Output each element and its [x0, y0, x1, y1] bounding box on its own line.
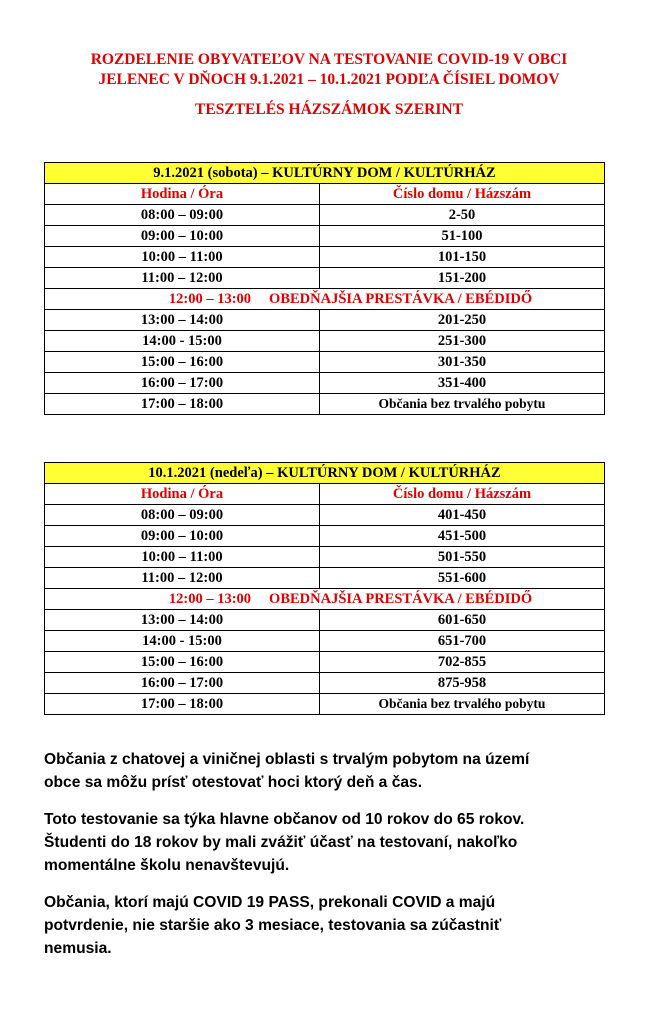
note-line: momentálne školu nenavštevujú.: [44, 857, 290, 874]
note-line: obce sa môžu prísť otestovať hoci ktorý deň a čas.: [44, 774, 423, 791]
schedule-table-sunday: [44, 462, 605, 715]
table-row: [45, 373, 605, 394]
house-range-cell: 351-400: [320, 373, 605, 394]
column-header-row: [45, 184, 605, 205]
time-cell: 16:00 – 17:00: [45, 373, 320, 394]
table-row: [45, 547, 605, 568]
note-line: Študenti do 18 rokov by mali zvážiť účasť na testovaní, nakoľko: [44, 834, 518, 851]
lunch-break-row: [45, 289, 605, 310]
table-row: [45, 331, 605, 352]
time-cell: 09:00 – 10:00: [45, 226, 320, 247]
time-cell: 13:00 – 14:00: [45, 310, 320, 331]
note-line: Občania, ktorí majú COVID 19 PASS, prekonali COVID a majú: [44, 894, 496, 911]
time-cell: 11:00 – 12:00: [45, 568, 320, 589]
house-range-cell: 875-958: [320, 673, 605, 694]
time-cell: 16:00 – 17:00: [45, 673, 320, 694]
note-line: nemusia.: [44, 940, 112, 957]
table-row: [45, 310, 605, 331]
time-cell: 10:00 – 11:00: [45, 247, 320, 268]
table-row: [45, 652, 605, 673]
house-range-cell: Občania bez trvalého pobytu: [320, 694, 605, 715]
table-row: [45, 505, 605, 526]
house-range-cell: 702-855: [320, 652, 605, 673]
note-paragraph-age-range: [44, 808, 624, 877]
table-row: [45, 568, 605, 589]
column-header-time: Hodina / Óra: [45, 484, 320, 505]
table-row: [45, 394, 605, 415]
house-range-cell: 601-650: [320, 610, 605, 631]
table-row: [45, 694, 605, 715]
time-cell: 13:00 – 14:00: [45, 610, 320, 631]
column-header-row: [45, 484, 605, 505]
column-header-house: Číslo domu / Házszám: [320, 484, 605, 505]
house-range-cell: 51-100: [320, 226, 605, 247]
house-range-cell: 301-350: [320, 352, 605, 373]
document-subtitle: TESZTELÉS HÁZSZÁMOK SZERINT: [195, 101, 463, 118]
document-title-line-1: ROZDELENIE OBYVATEĽOV NA TESTOVANIE COVID-19 V OBCI: [90, 51, 568, 68]
table-row: [45, 631, 605, 652]
note-paragraph-covid-pass: [44, 891, 624, 960]
house-range-cell: 551-600: [320, 568, 605, 589]
table-row: [45, 268, 605, 289]
table-header-row: [45, 163, 605, 184]
time-cell: 08:00 – 09:00: [45, 505, 320, 526]
time-cell: 10:00 – 11:00: [45, 547, 320, 568]
house-range-cell: 101-150: [320, 247, 605, 268]
table-title: 10.1.2021 (nedeľa) – KULTÚRNY DOM / KULTÚRHÁZ: [45, 463, 605, 484]
note-line: potvrdenie, nie staršie ako 3 mesiace, testovania sa zúčastniť: [44, 917, 502, 934]
note-line: Občania z chatovej a viničnej oblasti s trvalým pobytom na území: [44, 751, 530, 768]
lunch-break-label: OBEDŇAJŠIA PRESTÁVKA / EBÉDIDŐ: [269, 290, 533, 307]
table-row: [45, 247, 605, 268]
house-range-cell: 501-550: [320, 547, 605, 568]
table-row: [45, 610, 605, 631]
house-range-cell: 401-450: [320, 505, 605, 526]
house-range-cell: 451-500: [320, 526, 605, 547]
time-cell: 15:00 – 16:00: [45, 652, 320, 673]
lunch-break-cell: [45, 589, 605, 610]
time-cell: 14:00 - 15:00: [45, 631, 320, 652]
house-range-cell: 251-300: [320, 331, 605, 352]
column-header-time: Hodina / Óra: [45, 184, 320, 205]
house-range-cell: 201-250: [320, 310, 605, 331]
table-row: [45, 226, 605, 247]
table-row: [45, 352, 605, 373]
time-cell: 17:00 – 18:00: [45, 694, 320, 715]
table-header-row: [45, 463, 605, 484]
schedule-table-saturday: [44, 162, 605, 415]
time-cell: 17:00 – 18:00: [45, 394, 320, 415]
time-cell: 11:00 – 12:00: [45, 268, 320, 289]
column-header-house: Číslo domu / Házszám: [320, 184, 605, 205]
lunch-break-time: 12:00 – 13:00: [168, 590, 252, 607]
time-cell: 14:00 - 15:00: [45, 331, 320, 352]
note-paragraph-chatova-oblast: [44, 748, 624, 794]
lunch-break-row: [45, 589, 605, 610]
lunch-break-cell: [45, 289, 605, 310]
house-range-cell: 2-50: [320, 205, 605, 226]
document-title-line-2: JELENEC V DŇOCH 9.1.2021 – 10.1.2021 PODĽA ČÍSIEL DOMOV: [98, 71, 560, 88]
time-cell: 08:00 – 09:00: [45, 205, 320, 226]
note-line: Toto testovanie sa týka hlavne občanov od 10 rokov do 65 rokov.: [44, 811, 525, 828]
table-row: [45, 673, 605, 694]
house-range-cell: Občania bez trvalého pobytu: [320, 394, 605, 415]
table-title: 9.1.2021 (sobota) – KULTÚRNY DOM / KULTÚRHÁZ: [45, 163, 605, 184]
lunch-break-label: OBEDŇAJŠIA PRESTÁVKA / EBÉDIDŐ: [269, 590, 533, 607]
table-row: [45, 526, 605, 547]
table-row: [45, 205, 605, 226]
time-cell: 09:00 – 10:00: [45, 526, 320, 547]
lunch-break-time: 12:00 – 13:00: [168, 290, 252, 307]
time-cell: 15:00 – 16:00: [45, 352, 320, 373]
house-range-cell: 151-200: [320, 268, 605, 289]
house-range-cell: 651-700: [320, 631, 605, 652]
